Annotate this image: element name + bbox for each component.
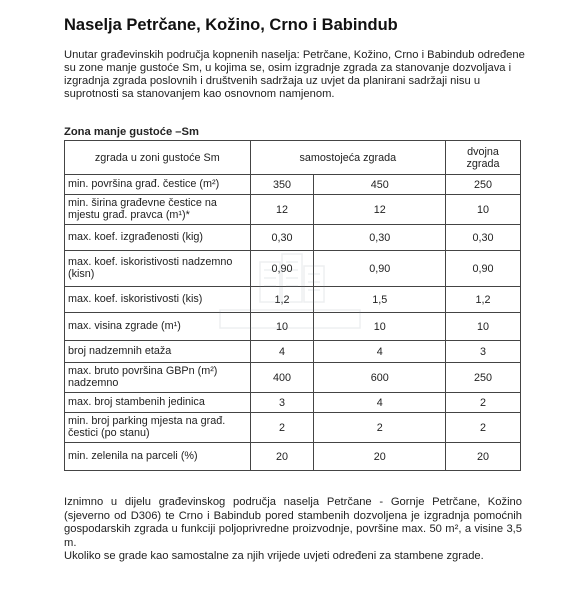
row-label: min. širina građevne čestice na mjestu građ. pravca (m¹)* — [65, 195, 251, 225]
value-1: 10 — [250, 313, 314, 341]
value-3: 2 — [446, 413, 521, 443]
value-3: 10 — [446, 313, 521, 341]
row-label: min. broj parking mjesta na građ. čestici (po stanu) — [65, 413, 251, 443]
value-2: 0,90 — [314, 251, 446, 287]
value-2: 2 — [314, 413, 446, 443]
value-1: 400 — [250, 363, 314, 393]
table-row — [65, 443, 521, 471]
value-3: 3 — [446, 341, 521, 363]
table-row — [65, 175, 521, 195]
row-label: min. zelenila na parceli (%) — [65, 443, 251, 471]
intro-paragraph: Unutar građevinskih područja kopnenih naselja: Petrčane, Kožino, Crno i Babindub određene su zone manje gustoće Sm, u kojima se, osim izgradnje zgrada za stanovanje dozvoljava i izgradnja zgrada poslovnih i društvenih sadržaja uz uvjet da planirani sadržaji nisu u suprotnosti sa stanovanjem kao osnovnom namjenom. — [64, 49, 525, 100]
value-3: 10 — [446, 195, 521, 225]
table-row — [65, 363, 521, 393]
row-label: max. bruto površina GBPn (m²) nadzemno — [65, 363, 251, 393]
value-3: 1,2 — [446, 287, 521, 313]
zone-table — [64, 140, 521, 471]
footer-paragraph-2: Ukoliko se grade kao samostalne za njih vrijede uvjeti određeni za stambene zgrade. — [64, 550, 484, 562]
value-2: 20 — [314, 443, 446, 471]
value-1: 350 — [250, 175, 314, 195]
value-3: 2 — [446, 393, 521, 413]
table-header-row — [65, 141, 521, 175]
header-label: zgrada u zoni gustoće Sm — [65, 141, 251, 175]
value-3: 20 — [446, 443, 521, 471]
value-1: 4 — [250, 341, 314, 363]
table-row — [65, 393, 521, 413]
row-label: max. broj stambenih jedinica — [65, 393, 251, 413]
table-row — [65, 413, 521, 443]
table-row — [65, 287, 521, 313]
value-3: 0,90 — [446, 251, 521, 287]
table-row — [65, 313, 521, 341]
table-row — [65, 195, 521, 225]
header-double-line1: dvojna — [467, 145, 499, 158]
table-row — [65, 251, 521, 287]
row-label: max. koef. iskoristivosti nadzemno (kisn) — [65, 251, 251, 287]
value-2: 0,30 — [314, 225, 446, 251]
value-1: 12 — [250, 195, 314, 225]
value-1: 2 — [250, 413, 314, 443]
row-label: min. površina građ. čestice (m²) — [65, 175, 251, 195]
page-title: Naselja Petrčane, Kožino, Crno i Babindub — [64, 16, 398, 34]
header-group: samostojeća zgrada — [250, 141, 446, 175]
section-title: Zona manje gustoće –Sm — [64, 126, 199, 138]
table-row — [65, 225, 521, 251]
value-2: 10 — [314, 313, 446, 341]
value-2: 600 — [314, 363, 446, 393]
value-2: 12 — [314, 195, 446, 225]
value-2: 1,5 — [314, 287, 446, 313]
value-1: 0,30 — [250, 225, 314, 251]
value-2: 4 — [314, 341, 446, 363]
header-double-line2: zgrada — [466, 157, 500, 170]
header-double — [446, 141, 521, 175]
value-2: 4 — [314, 393, 446, 413]
value-3: 250 — [446, 175, 521, 195]
value-1: 20 — [250, 443, 314, 471]
footer-text — [64, 496, 522, 564]
row-label: max. visina zgrade (m¹) — [65, 313, 251, 341]
value-3: 250 — [446, 363, 521, 393]
value-1: 1,2 — [250, 287, 314, 313]
row-label: max. koef. iskoristivosti (kis) — [65, 287, 251, 313]
value-2: 450 — [314, 175, 446, 195]
row-label: broj nadzemnih etaža — [65, 341, 251, 363]
table-row — [65, 341, 521, 363]
value-3: 0,30 — [446, 225, 521, 251]
value-1: 0,90 — [250, 251, 314, 287]
value-1: 3 — [250, 393, 314, 413]
row-label: max. koef. izgrađenosti (kig) — [65, 225, 251, 251]
footer-paragraph-1: Iznimno u dijelu građevinskog područja naselja Petrčane - Gornje Petrčane, Kožino (sjeverno od D306) te Crno i Babindub pored stambenih dozvoljena je izgradnja pomoćnih gospodarskih zgrada u funkciji poljoprivredne proizvodnje, površine max. 50 m², a visine 3,5 m. — [64, 496, 522, 549]
